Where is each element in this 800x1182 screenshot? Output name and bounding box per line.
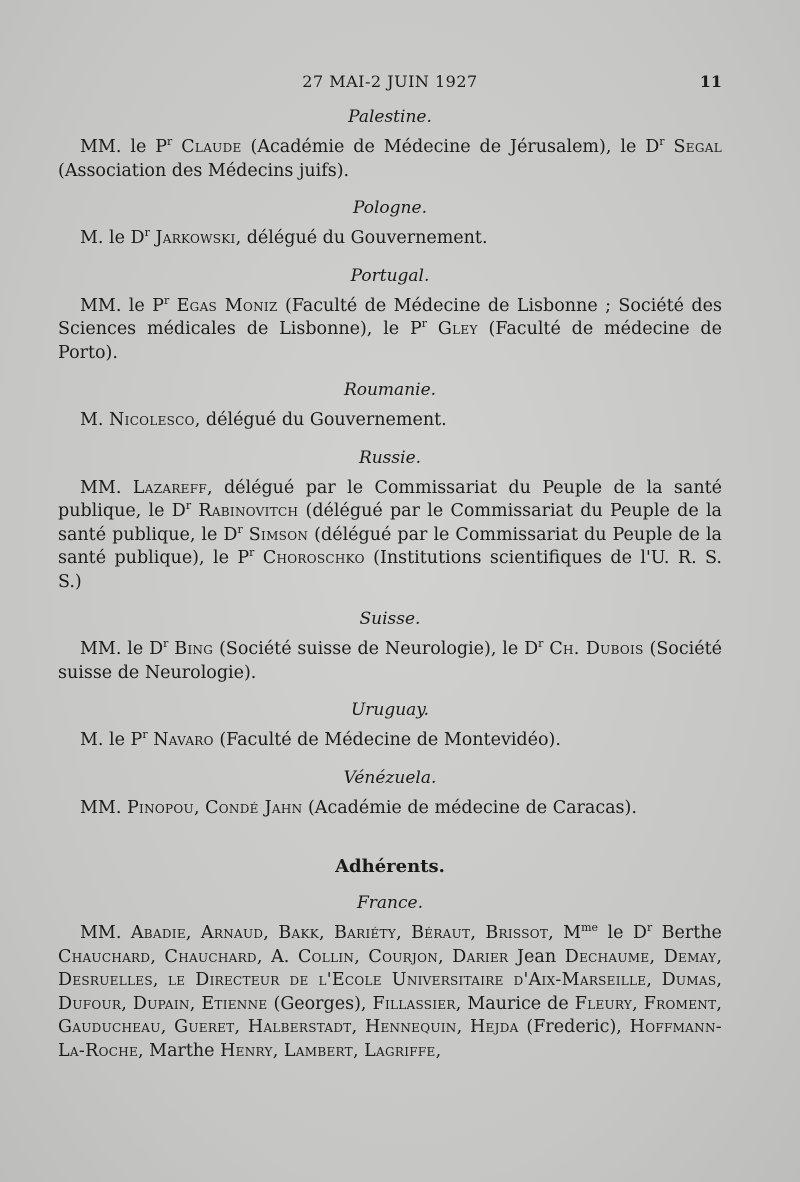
superscript: r [646,921,653,935]
text-run: MM. le P [80,295,164,316]
person-name: Dufour [58,993,122,1014]
country-heading: Russie. [358,447,422,468]
person-name: Egas Moniz [176,295,278,316]
person-name: Brissot [485,923,549,943]
person-name: Hejda [470,1017,519,1037]
person-name: Fleury [574,993,633,1014]
text-run: (Faculté de Médecine de Montevidéo). [213,730,561,750]
delegates-paragraph [58,227,722,251]
text-run: (Académie de Médecine de Jérusalem), le D [241,137,660,157]
text-run: (Georges), [267,993,373,1014]
country-heading: Pologne. [353,198,427,218]
text-run: , [150,946,165,967]
text-run: M. le D [80,228,145,248]
text-run: , délégué par le Commissariat du Peuple de la santé publique, le D [58,477,722,521]
country-heading: Roumanie. [343,380,437,400]
person-name: Dechaume [564,946,650,967]
person-name: Hoffmann-La-Roche [58,1017,722,1061]
person-name: Gauducheau [58,1017,161,1037]
person-name: Navaro [153,730,214,750]
text-run: M. [80,410,110,430]
person-name: Hennequin [364,1017,457,1037]
text-run: , [435,1040,442,1061]
country-heading: Portugal. [350,265,430,286]
country-heading: Uruguay. [350,700,430,720]
country-heading: Vénézuela. [343,767,437,788]
text-run: , [716,970,722,990]
adherents-heading: Adhérents. [335,856,445,877]
country-section [58,765,722,821]
person-name: Jarkowski [155,228,236,248]
superscript: r [249,546,255,560]
person-name: Lagriffe [364,1040,436,1061]
person-name: Pinopou [126,797,194,818]
text-run: , [121,993,133,1014]
text-run: , [193,797,206,818]
text-run: , [318,923,334,943]
person-name: Choroschko [262,548,365,568]
text-run: Jean [508,946,565,967]
text-run: (délégué par le Commissariat du Peuple de la santé publique, le D [58,501,722,545]
delegates-paragraph [58,477,722,595]
text-run: MM. [80,797,127,818]
superscript: r [144,226,150,240]
person-name: Condé Jahn [205,797,303,818]
text-run: , [160,1017,175,1037]
country-section [58,606,722,685]
person-name: Fillassier [372,993,456,1014]
text-run: , Marthe [138,1040,221,1061]
person-name: Desruelles [58,970,153,990]
text-run: MM. [80,923,131,943]
text-run: (Association des Médecins juifs). [58,160,350,181]
person-name: Courjon [368,946,439,967]
text-run: (Faculté de Médecine de Lisbonne ; Société des Sciences médicales de Lisbonne), le P [58,295,722,339]
country-section [58,445,722,595]
text-run: , A. [256,946,298,967]
text-run: , Maurice de [455,993,575,1014]
running-head [58,72,722,96]
text-run: (Frederic), [518,1017,630,1037]
text-run [254,548,262,568]
text-run [427,319,438,339]
person-name: Béraut [411,923,471,943]
delegates-paragraph [58,409,722,433]
person-name: Darier [452,946,509,967]
text-run: , [646,970,662,990]
text-run [169,296,176,316]
person-name: Gueret [174,1017,235,1037]
person-name: Nicolesco [109,410,195,430]
superscript: r [163,293,170,307]
country-section [58,697,722,753]
delegates-paragraph [58,136,722,183]
text-run: , [185,923,201,943]
text-run: (Société suisse de Neurologie). [58,639,722,683]
running-title-text: 27 MAI-2 JUIN 1927 [302,72,478,91]
text-run: , [263,923,279,943]
text-run: , [354,946,369,967]
person-name: Dupain [132,993,190,1014]
superscript: r [538,637,544,651]
superscript: r [185,499,192,513]
text-run: , [438,946,453,967]
text-run: , [456,1017,470,1037]
superscript: r [659,135,665,149]
country-heading: Suisse. [359,609,421,629]
person-name: Gley [437,319,478,339]
text-run: MM. le D [80,639,164,659]
country-heading-france: France. [357,893,423,913]
running-title [58,72,722,91]
text-run: MM. le P [80,137,168,157]
superscript: r [421,317,428,331]
page-body [58,104,722,1075]
text-run: , [649,946,664,967]
person-name: Simson [248,524,309,545]
text-run: MM. [80,477,133,498]
delegates-paragraph [58,797,722,821]
superscript: r [163,637,169,651]
country-section [58,263,722,366]
text-run [172,137,181,157]
person-name: Arnaud [200,923,264,943]
text-run: Berthe [652,923,722,943]
text-run: , délégué du Gouvernement. [194,410,447,430]
superscript: r [237,522,243,536]
country-heading: Palestine. [348,107,432,127]
person-name: Chauchard [164,946,257,967]
person-name: Halberstadt [247,1017,352,1037]
superscript: r [142,728,148,742]
text-run: , [152,970,169,990]
person-name: Bing [174,639,214,659]
text-run: , [351,1017,365,1037]
page-number: 11 [699,72,722,91]
text-run: , M [548,923,582,943]
text-run: M. le P [80,730,143,750]
text-run: , [234,1017,248,1037]
person-name: Dumas [661,970,717,990]
delegates-paragraph [58,638,722,685]
person-name: Bakk [278,923,319,943]
person-name: Froment [643,993,717,1014]
person-name: Rabinovitch [198,501,299,521]
person-name: Claude [181,137,242,157]
person-name: Lazareff [132,477,207,498]
person-name: Ch. Dubois [549,639,644,659]
person-name: Abadie [130,923,186,943]
person-name: Bariéty [333,923,397,943]
country-section [58,104,722,183]
country-section [58,377,722,433]
adherents-paragraph [58,922,722,1063]
delegates-paragraph [58,729,722,753]
person-name: Etienne [201,993,268,1014]
text-run: , [632,993,644,1014]
text-run: , [272,1040,284,1061]
text-run: , [352,1040,365,1061]
person-name: le Directeur de l'Ecole Universitaire d'Aix-Marseille [168,970,647,990]
person-name: Lambert [283,1040,353,1061]
text-run: , [716,946,722,967]
text-run: , [189,993,202,1014]
superscript: me [581,921,599,935]
text-run [665,137,674,157]
text-run: , [396,923,412,943]
person-name: Chauchard [58,946,151,967]
text-run: (Académie de médecine de Caracas). [302,797,637,818]
text-run: , [716,993,722,1014]
person-name: Collin [297,946,355,967]
delegates-paragraph [58,295,722,366]
person-name: Demay [663,946,717,967]
person-name: Segal [673,137,722,157]
text-run: , délégué du Gouvernement. [235,228,488,248]
text-run: le D [598,923,647,943]
superscript: r [167,135,173,149]
text-run: (Institutions scientifiques de l'U. R. S. S.) [58,548,722,592]
delegations-list [58,104,722,820]
text-run: (délégué par le Commissariat du Peuple de la santé publique), le P [58,524,722,568]
country-section [58,195,722,251]
text-run: , [470,923,486,943]
person-name: Henry [220,1040,273,1061]
text-run: (Faculté de médecine de Porto). [58,319,722,363]
text-run: (Société suisse de Neurologie), le D [213,639,539,659]
